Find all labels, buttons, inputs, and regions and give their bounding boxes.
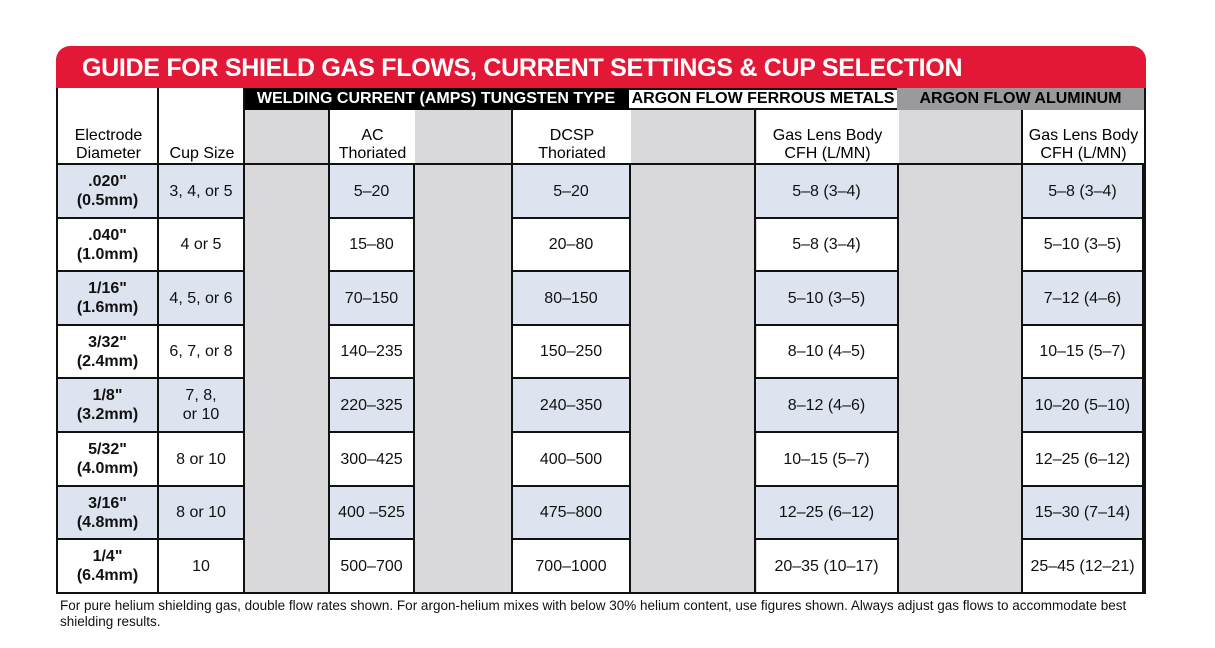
cell-text: 700–1000 <box>535 557 607 575</box>
cell-dcsp <box>511 487 631 540</box>
cell-text: 8–12 (4–6) <box>787 396 866 414</box>
cell-aluminum <box>1021 540 1144 594</box>
cell-text: 400 –525 <box>338 504 405 521</box>
cell-electrode <box>58 326 159 379</box>
column-header-aluminum <box>1023 110 1144 164</box>
cell-text: 5–10 (3–5) <box>787 289 866 307</box>
cell-text: 5–20 <box>553 182 589 200</box>
cell-text: 1/16" <box>88 280 127 297</box>
cell-ac <box>328 272 415 326</box>
spacer-column <box>415 110 513 592</box>
cell-aluminum <box>1021 219 1144 272</box>
cell-cup <box>159 272 245 326</box>
cell-ac <box>328 165 415 219</box>
column-header-ac <box>330 110 415 164</box>
cell-aluminum <box>1021 326 1144 379</box>
cell-aluminum <box>1021 272 1144 326</box>
cell-text: 400–500 <box>539 450 603 468</box>
spacer-column <box>631 110 757 592</box>
column-header-dcsp <box>513 110 631 164</box>
cell-text: 475–800 <box>539 504 603 521</box>
cell-text: (0.5mm) <box>76 192 139 209</box>
cell-electrode <box>58 272 159 326</box>
cell-text: 5–8 (3–4) <box>1048 182 1117 200</box>
cell-dcsp <box>511 326 631 379</box>
cell-electrode <box>58 165 159 219</box>
cell-dcsp <box>511 165 631 219</box>
cell-ferrous <box>754 379 899 433</box>
column-header-line: Electrode <box>74 127 143 144</box>
cell-cup <box>159 433 245 487</box>
cell-text: 20–35 (10–17) <box>774 557 879 575</box>
cell-cup <box>159 540 245 594</box>
column-header-line: AC <box>361 127 384 144</box>
cell-text: 7–12 (4–6) <box>1043 289 1122 307</box>
cell-ac <box>328 433 415 487</box>
cell-electrode <box>58 487 159 540</box>
cell-dcsp <box>511 433 631 487</box>
spacer-column <box>899 110 1023 592</box>
cell-text: 25–45 (12–21) <box>1030 557 1135 575</box>
cell-ferrous <box>754 219 899 272</box>
cell-text: or 10 <box>182 406 220 423</box>
cell-cup <box>159 379 245 433</box>
column-header-electrode <box>58 110 159 164</box>
cell-text: 150–250 <box>539 343 603 360</box>
column-header-line: Diameter <box>76 145 141 162</box>
cell-text: 5–20 <box>353 182 390 200</box>
spacer-column <box>245 110 330 592</box>
cell-dcsp <box>511 540 631 594</box>
cell-text: (1.0mm) <box>76 245 139 263</box>
cell-text: 3/16" <box>88 494 127 512</box>
cell-text: 1/4" <box>92 548 123 565</box>
page-title: GUIDE FOR SHIELD GAS FLOWS, CURRENT SETTINGS & CUP SELECTION <box>56 46 1146 88</box>
cell-text: 10–20 (5–10) <box>1034 396 1131 414</box>
cell-ferrous <box>754 540 899 594</box>
cell-text: .040" <box>88 226 127 244</box>
cell-ac <box>328 487 415 540</box>
cell-text: 70–150 <box>344 289 399 307</box>
welding-current-header: WELDING CURRENT (AMPS) TUNGSTEN TYPE <box>243 88 629 110</box>
cell-electrode <box>58 433 159 487</box>
column-header-line: DCSP <box>549 127 595 144</box>
cell-text: 8 or 10 <box>176 504 226 521</box>
cell-text: 10–15 (5–7) <box>1039 343 1126 360</box>
cell-text: (6.4mm) <box>76 567 139 584</box>
column-header-line: Gas Lens Body <box>1028 127 1139 144</box>
cell-text: 10–15 (5–7) <box>783 450 870 468</box>
cell-aluminum <box>1021 433 1144 487</box>
cell-electrode <box>58 219 159 272</box>
cell-ferrous <box>754 272 899 326</box>
column-header-line: Gas Lens Body <box>772 127 883 144</box>
cell-text: 8–10 (4–5) <box>787 343 866 360</box>
column-header-line: Cup Size <box>169 145 235 162</box>
cell-text: (3.2mm) <box>76 406 139 423</box>
cell-text: (4.0mm) <box>76 460 139 477</box>
cell-electrode <box>58 540 159 594</box>
cell-text: 6, 7, or 8 <box>169 343 233 360</box>
ferrous-flow-header: ARGON FLOW FERROUS METALS <box>629 88 897 110</box>
cell-ferrous <box>754 326 899 379</box>
cell-text: 8 or 10 <box>176 450 226 468</box>
cell-dcsp <box>511 219 631 272</box>
cell-ac <box>328 379 415 433</box>
cell-text: 3/32" <box>88 333 127 351</box>
cell-text: 240–350 <box>539 396 603 414</box>
cell-aluminum <box>1021 379 1144 433</box>
column-header-line: CFH (L/MN) <box>784 145 871 162</box>
cell-text: 4, 5, or 6 <box>169 289 233 307</box>
cell-text: 4 or 5 <box>180 236 222 253</box>
cell-text: 500–700 <box>340 557 403 575</box>
cell-cup <box>159 487 245 540</box>
cell-aluminum <box>1021 487 1144 540</box>
cell-text: 300–425 <box>340 450 403 468</box>
column-header-line: Thoriated <box>538 145 606 162</box>
cell-text: 10 <box>192 557 210 575</box>
cell-cup <box>159 326 245 379</box>
cell-ferrous <box>754 165 899 219</box>
cell-text: (1.6mm) <box>76 299 139 316</box>
cell-text: 7, 8, <box>185 387 217 404</box>
aluminum-flow-header: ARGON FLOW ALUMINUM <box>897 88 1144 110</box>
cell-ferrous <box>754 487 899 540</box>
cell-text: 220–325 <box>340 396 403 414</box>
cell-text: 5/32" <box>88 441 127 458</box>
cell-text: 15–80 <box>349 236 394 253</box>
cell-ac <box>328 540 415 594</box>
cell-aluminum <box>1021 165 1144 219</box>
cell-ac <box>328 326 415 379</box>
footnote: For pure helium shielding gas, double flow rates shown. For argon-helium mixes with below 30% helium content, use figures shown. Always adjust gas flows to accommodate best shielding results. <box>60 598 1127 629</box>
cell-ac <box>328 219 415 272</box>
cell-text: 5–10 (3–5) <box>1043 236 1122 253</box>
cell-text: 12–25 (6–12) <box>778 504 875 521</box>
cell-text: 140–235 <box>340 343 403 360</box>
column-header-line: Thoriated <box>338 145 407 162</box>
cell-cup <box>159 219 245 272</box>
cell-text: 5–8 (3–4) <box>792 236 861 253</box>
cell-text: 20–80 <box>548 236 594 253</box>
cell-text: 3, 4, or 5 <box>169 182 233 200</box>
cell-dcsp <box>511 379 631 433</box>
cell-ferrous <box>754 433 899 487</box>
cell-text: 80–150 <box>544 289 598 307</box>
cell-text: (2.4mm) <box>76 352 139 370</box>
cell-text: (4.8mm) <box>76 513 139 531</box>
column-header-cup <box>159 110 245 164</box>
cell-text: .020" <box>88 173 127 190</box>
cell-text: 5–8 (3–4) <box>792 182 861 200</box>
cell-dcsp <box>511 272 631 326</box>
cell-text: 1/8" <box>92 387 123 404</box>
cell-cup <box>159 165 245 219</box>
column-header-line: CFH (L/MN) <box>1040 145 1127 162</box>
column-header-ferrous <box>756 110 899 164</box>
cell-electrode <box>58 379 159 433</box>
cell-text: 15–30 (7–14) <box>1034 504 1131 521</box>
cell-text: 12–25 (6–12) <box>1034 450 1131 468</box>
